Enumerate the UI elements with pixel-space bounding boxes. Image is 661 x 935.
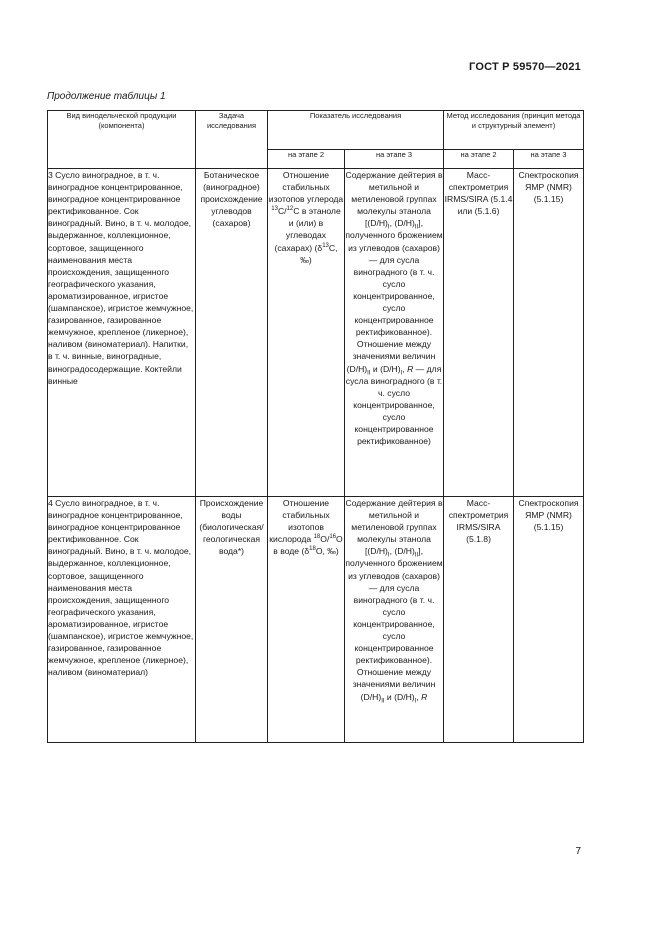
header-indicator-stage3: на этапе 3 [345, 150, 444, 169]
document-code: ГОСТ Р 59570—2021 [469, 61, 581, 73]
method-stage3-cell: Спектроскопия ЯМР (NMR) (5.1.15) [514, 497, 584, 743]
task-cell: Ботаническое (виноградное) происхождение углеводов (сахаров) [196, 169, 268, 497]
header-product: Вид винодельческой продукции (компонента) [48, 111, 196, 169]
method-stage2-cell: Масс-спектрометрия IRMS/SIRA (5.1.8) [444, 497, 514, 743]
table-caption: Продолжение таблицы 1 [47, 91, 166, 102]
data-table [47, 110, 584, 743]
method-stage2-cell: Масс-спектрометрия IRMS/SIRA (5.1.4 или (5.1.6) [444, 169, 514, 497]
header-indicator: Показатель исследования [268, 111, 444, 150]
indicator-stage3-cell: Содержание дейтерия в метильной и метиленовой группах молекулы этанола [$(D/H)_I$, $(D/H)_{II}$], полученного брожением из углеводов (сахаров) — для сусла виноградного (в т. ч. сусло концентрированное, сусло концентрированное ректификованное). Отношение между значениями величин $(D/H)_{II}$ и $(D/H)_I$, R [345, 497, 444, 743]
table-row [48, 497, 584, 743]
table-row [48, 169, 584, 497]
header-task: Задача исследования [196, 111, 268, 169]
method-stage3-cell: Спектроскопия ЯМР (NMR) (5.1.15) [514, 169, 584, 497]
header-method-stage2: на этапе 2 [444, 150, 514, 169]
indicator-stage3-cell: Содержание дейтерия в метильной и метиленовой группах молекулы этанола [$(D/H)_I$, $(D/H)_{II}$], полученного брожением из углеводов (сахаров) — для сусла виноградного (в т. ч. сусло концентрированное, сусло концентрированное ректификованное). Отношение между значениями величин $(D/H)_{II}$ и $(D/H)_I$, R — для сусла виноградного (в т. ч. сусло концентрированное, сусло концентрированное ректификованное) [345, 169, 444, 497]
product-cell: 3 Сусло виноградное, в т. ч. виноградное концентрированное, виноградное концентрированное ректификованное. Сок виноградный. Вино, в т. ч. молодое, выдержанное, коллекционное, сортовое, защищенного наименования места происхождения, защищенного географического указания, ароматизированное, игристое (шампанское), игристое жемчужное, газированное, газированное жемчужное, крепленое (ликерное), наливом (виноматериал). Напитки, в т. ч. винные, виноградные, виноградосодержащие. Коктейли винные [48, 169, 196, 497]
product-cell: 4 Сусло виноградное, в т. ч. виноградное концентрированное, виноградное концентрированное ректификованное. Сок виноградный. Вино, в т. ч. молодое, выдержанное, коллекционное, сортовое, защищенного наименования места происхождения, защищенного географического указания, ароматизированное, игристое (шампанское), игристое жемчужное, газированное, газированное жемчужное, крепленое (ликерное), наливом (виноматериал) [48, 497, 196, 743]
header-indicator-stage2: на этапе 2 [268, 150, 345, 169]
header-method-stage3: на этапе 3 [514, 150, 584, 169]
indicator-stage2-cell: Отношение стабильных изотопов углерода $^{13}$C/$^{12}$C в этаноле и (или) в углеводах (сахарах) ($\delta^{13}C$, ‰) [268, 169, 345, 497]
task-cell: Происхождение воды (биологическая/геологическая вода*) [196, 497, 268, 743]
page-number: 7 [575, 846, 581, 857]
indicator-stage2-cell: Отношение стабильных изотопов кислорода $^{18}$O/$^{16}$O в воде ($\delta^{18}O$, ‰) [268, 497, 345, 743]
header-method: Метод исследования (принцип метода и структурный элемент) [444, 111, 584, 150]
